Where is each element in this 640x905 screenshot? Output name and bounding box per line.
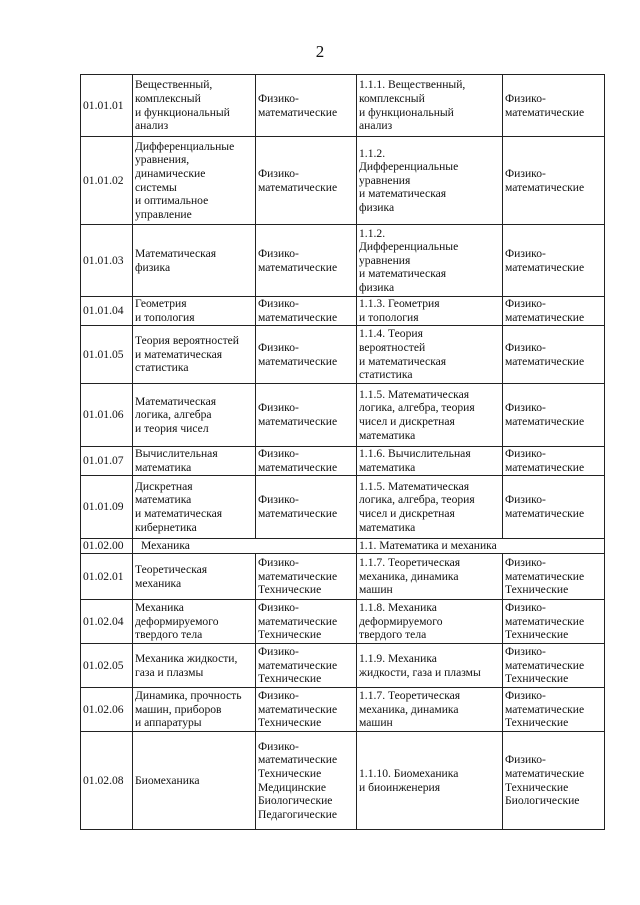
page-number: 2 <box>315 42 325 61</box>
specialty-cell: Математическая физика <box>133 225 256 297</box>
group-cell: 1.1. Математика и механика <box>357 539 605 554</box>
group-sciences-cell: Физико- математические <box>503 137 605 225</box>
group-cell: 1.1.10. Биомеханика и биоинженерия <box>357 732 503 830</box>
group-cell: 1.1.5. Математическая логика, алгебра, теория чисел и дискретная математика <box>357 476 503 539</box>
table-row <box>81 137 605 225</box>
specialty-cell: Вещественный, комплексный и функциональный анализ <box>133 75 256 137</box>
code-cell: 01.01.04 <box>81 297 133 326</box>
group-sciences-cell: Физико- математические Технические Биологические <box>503 732 605 830</box>
sciences-cell: Физико- математические <box>256 225 357 297</box>
sciences-cell: Физико- математические <box>256 447 357 476</box>
group-sciences-cell: Физико- математические <box>503 75 605 137</box>
group-cell: 1.1.7. Теоретическая механика, динамика машин <box>357 554 503 600</box>
table-row <box>81 447 605 476</box>
specialty-cell: Механика <box>133 539 357 554</box>
group-cell: 1.1.1. Вещественный, комплексный и функциональный анализ <box>357 75 503 137</box>
specialty-cell: Математическая логика, алгебра и теория чисел <box>133 384 256 447</box>
sciences-cell: Физико- математические <box>256 297 357 326</box>
group-cell: 1.1.3. Геометрия и топология <box>357 297 503 326</box>
sciences-cell: Физико- математические Технические <box>256 554 357 600</box>
table-row <box>81 554 605 600</box>
code-cell: 01.01.05 <box>81 326 133 384</box>
table-row <box>81 600 605 644</box>
group-sciences-cell: Физико- математические <box>503 384 605 447</box>
group-sciences-cell: Физико- математические <box>503 297 605 326</box>
sciences-cell: Физико- математические <box>256 75 357 137</box>
specialty-cell: Теория вероятностей и математическая статистика <box>133 326 256 384</box>
code-cell: 01.02.00 <box>81 539 133 554</box>
specialty-cell: Динамика, прочность машин, приборов и аппаратуры <box>133 688 256 732</box>
table-row <box>81 688 605 732</box>
code-cell: 01.01.03 <box>81 225 133 297</box>
sciences-cell: Физико- математические Технические <box>256 600 357 644</box>
group-cell: 1.1.2. Дифференциальные уравнения и математическая физика <box>357 225 503 297</box>
sciences-cell: Физико- математические Технические <box>256 688 357 732</box>
group-cell: 1.1.2. Дифференциальные уравнения и математическая физика <box>357 137 503 225</box>
specialty-cell: Механика деформируемого твердого тела <box>133 600 256 644</box>
specialty-cell: Геометрия и топология <box>133 297 256 326</box>
specialty-cell: Вычислительная математика <box>133 447 256 476</box>
specialty-mapping-table <box>80 74 605 830</box>
table-row <box>81 384 605 447</box>
specialty-cell: Дифференциальные уравнения, динамические системы и оптимальное управление <box>133 137 256 225</box>
table-row <box>81 225 605 297</box>
code-cell: 01.01.07 <box>81 447 133 476</box>
table-row <box>81 297 605 326</box>
group-cell: 1.1.6. Вычислительная математика <box>357 447 503 476</box>
sciences-cell: Физико- математические <box>256 476 357 539</box>
group-sciences-cell: Физико- математические Технические <box>503 554 605 600</box>
group-cell: 1.1.9. Механика жидкости, газа и плазмы <box>357 644 503 688</box>
code-cell: 01.02.08 <box>81 732 133 830</box>
table-row <box>81 75 605 137</box>
sciences-cell: Физико- математические Технические <box>256 644 357 688</box>
code-cell: 01.01.06 <box>81 384 133 447</box>
section-row <box>81 539 605 554</box>
specialty-cell: Биомеханика <box>133 732 256 830</box>
group-sciences-cell: Физико- математические <box>503 326 605 384</box>
code-cell: 01.02.01 <box>81 554 133 600</box>
group-sciences-cell: Физико- математические Технические <box>503 600 605 644</box>
group-cell: 1.1.4. Теория вероятностей и математическая статистика <box>357 326 503 384</box>
specialty-cell: Теоретическая механика <box>133 554 256 600</box>
specialty-cell: Механика жидкости, газа и плазмы <box>133 644 256 688</box>
table-row <box>81 644 605 688</box>
code-cell: 01.01.09 <box>81 476 133 539</box>
code-cell: 01.02.06 <box>81 688 133 732</box>
sciences-cell: Физико- математические Технические Медицинские Биологические Педагогические <box>256 732 357 830</box>
code-cell: 01.02.04 <box>81 600 133 644</box>
sciences-cell: Физико- математические <box>256 384 357 447</box>
group-cell: 1.1.5. Математическая логика, алгебра, теория чисел и дискретная математика <box>357 384 503 447</box>
group-sciences-cell: Физико- математические Технические <box>503 688 605 732</box>
code-cell: 01.01.01 <box>81 75 133 137</box>
group-cell: 1.1.8. Механика деформируемого твердого тела <box>357 600 503 644</box>
sciences-cell: Физико- математические <box>256 137 357 225</box>
table-row <box>81 476 605 539</box>
group-cell: 1.1.7. Теоретическая механика, динамика машин <box>357 688 503 732</box>
group-sciences-cell: Физико- математические <box>503 447 605 476</box>
code-cell: 01.01.02 <box>81 137 133 225</box>
specialty-cell: Дискретная математика и математическая кибернетика <box>133 476 256 539</box>
sciences-cell: Физико- математические <box>256 326 357 384</box>
table-row <box>81 326 605 384</box>
group-sciences-cell: Физико- математические <box>503 225 605 297</box>
table-row <box>81 732 605 830</box>
group-sciences-cell: Физико- математические <box>503 476 605 539</box>
group-sciences-cell: Физико- математические Технические <box>503 644 605 688</box>
code-cell: 01.02.05 <box>81 644 133 688</box>
